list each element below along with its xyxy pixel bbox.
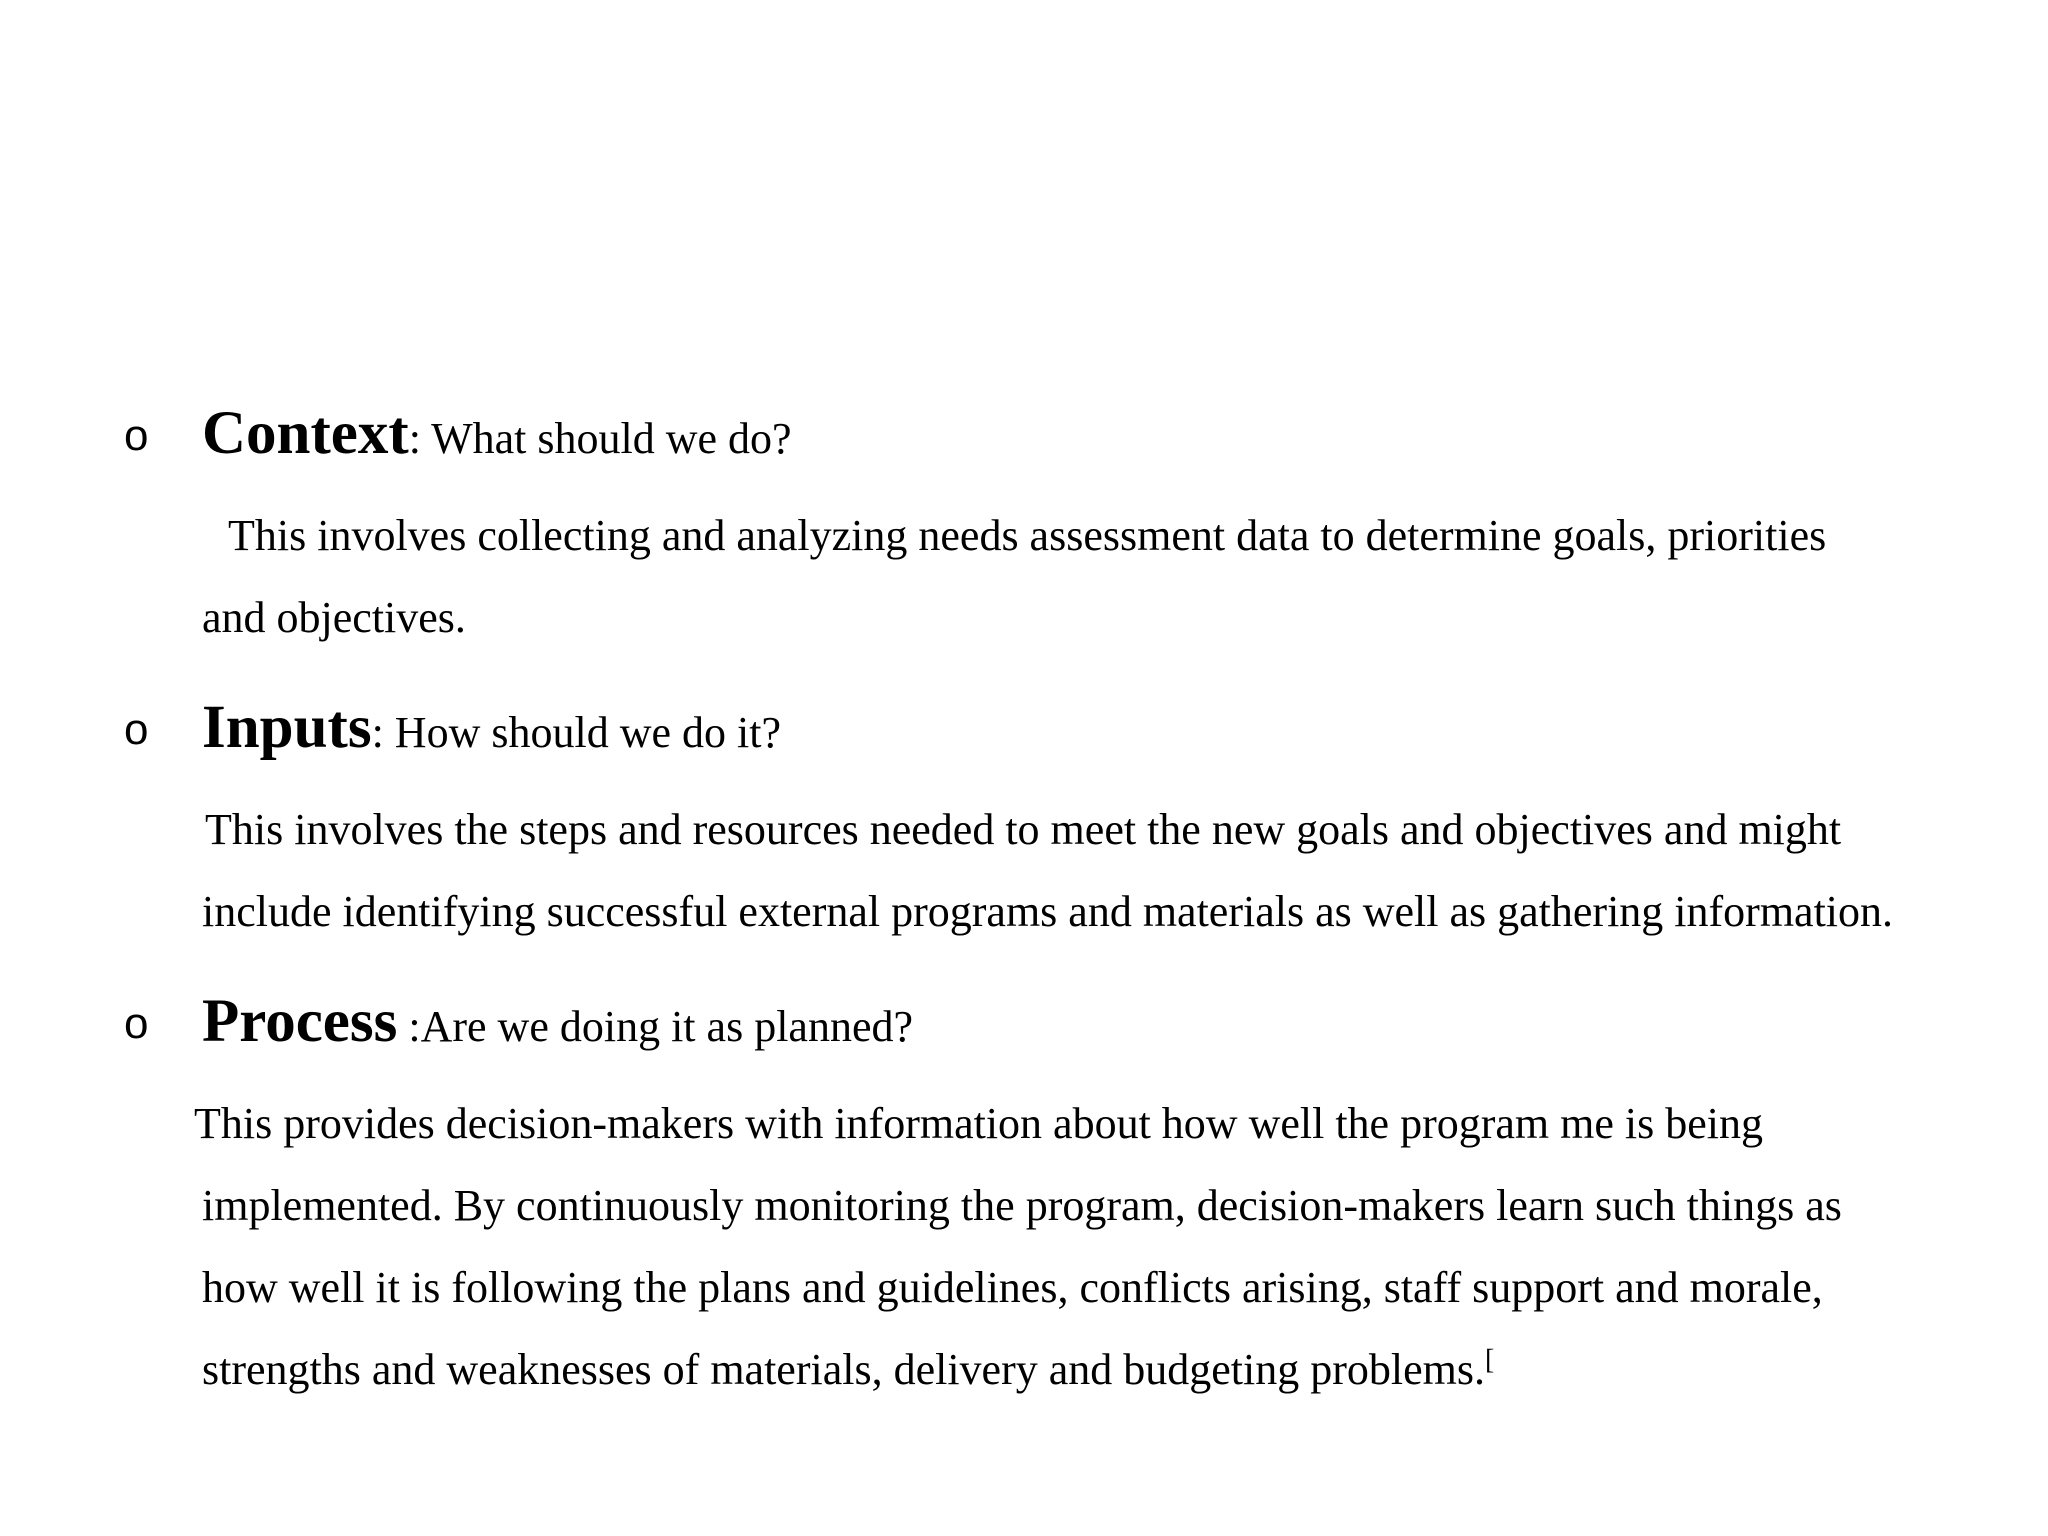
description-line: and objectives. — [202, 593, 466, 642]
term-context: Context — [202, 400, 409, 467]
description-line: This involves collecting and analyzing needs assessment data to determine goals, priorities — [228, 511, 1827, 560]
question-context: : What should we do? — [408, 414, 792, 463]
reference-mark: [ — [1485, 1344, 1495, 1376]
description-line-last — [202, 1344, 1495, 1394]
question-process: :Are we doing it as planned? — [397, 1002, 913, 1051]
bullet-marker: o — [124, 999, 149, 1048]
bullet-heading — [202, 694, 781, 761]
bullet-heading — [202, 988, 913, 1055]
term-process: Process — [202, 988, 398, 1055]
description-line: how well it is following the plans and guidelines, conflicts arising, staff support and morale, — [202, 1263, 1823, 1312]
description-line: This provides decision-makers with information about how well the program me is being — [194, 1099, 1764, 1148]
description-line: This involves the steps and resources needed to meet the new goals and objectives and might — [205, 805, 1842, 854]
bullet-marker: o — [124, 411, 149, 460]
term-inputs: Inputs — [202, 694, 372, 761]
description-line: include identifying successful external programs and materials as well as gathering information. — [202, 887, 1894, 936]
question-inputs: : How should we do it? — [371, 708, 781, 757]
bullet-heading — [202, 400, 792, 467]
bullet-marker: o — [124, 705, 149, 754]
description-text: strengths and weaknesses of materials, delivery and budgeting problems. — [202, 1345, 1486, 1394]
description-line: implemented. By continuously monitoring the program, decision-makers learn such things as — [202, 1181, 1842, 1230]
